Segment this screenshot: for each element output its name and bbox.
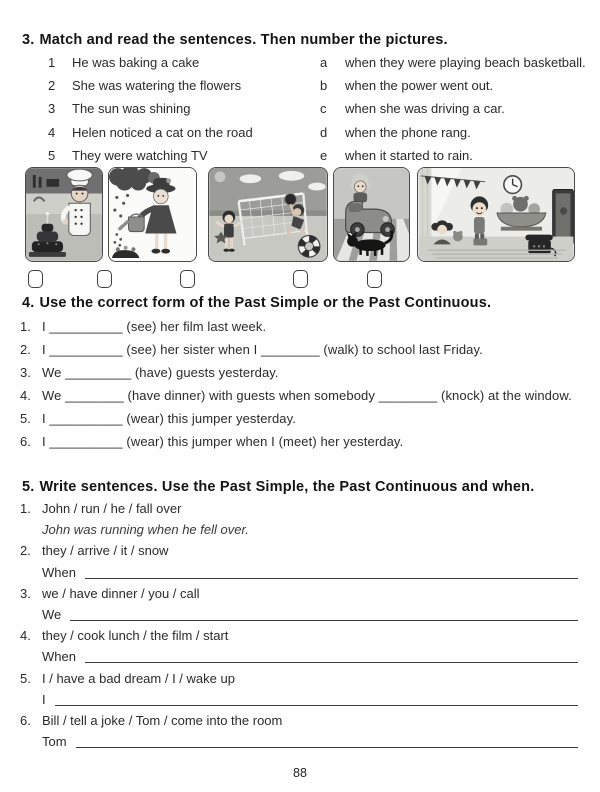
prompt-text: we / have dinner / you / call [42,585,200,601]
match-right-text: when it started to rain. [345,147,473,163]
match-number: 4 [48,124,56,140]
answer-prefix: When [42,564,76,580]
match-letter: a [320,55,328,71]
match-letter: d [320,124,328,140]
answer-row [42,692,578,708]
picture-living-room-tv [417,167,575,262]
match-list [48,51,594,167]
match-row [48,51,594,74]
item-number: 1. [20,319,31,334]
item-text: I __________ (see) her film last week. [42,319,267,334]
exercise-5-heading [22,479,586,495]
exercise-5-items [20,501,578,755]
match-number: 2 [48,78,56,94]
prompt-text: Bill / tell a joke / Tom / come into the room [42,712,283,728]
answer-prefix: We [42,606,62,622]
prompt-text: they / arrive / it / snow [42,543,169,559]
fill-in-item [20,364,578,381]
picture-number-box-2[interactable] [97,270,112,288]
answer-prefix: When [42,649,76,665]
picture-number-box-4[interactable] [293,270,308,288]
fill-in-item [20,410,578,427]
exercise-3-number: 3. [22,32,35,48]
match-number: 5 [48,147,56,163]
match-right-text: when the power went out. [345,78,494,94]
match-right-text: when she was driving a car. [345,101,505,117]
item-text: I __________ (wear) this jumper when I (meet) her yesterday. [42,434,404,449]
item-number: 6. [20,712,31,728]
answer-line[interactable] [85,565,578,579]
writing-prompt [20,671,578,687]
clock-icon [504,176,522,194]
match-letter: c [320,101,327,117]
exercise-4-heading [22,295,586,311]
answer-prefix: Tom [42,734,67,750]
writing-prompt [20,713,578,729]
answer-line[interactable] [70,607,578,621]
item-number: 3. [20,585,31,601]
item-text: We _________ (have) guests yesterday. [42,365,279,380]
item-text: We ________ (have dinner) with guests when somebody ________ (knock) at the window. [42,388,572,403]
item-number: 4. [20,628,31,644]
exercise-5-title: Write sentences. Use the Past Simple, the Past Continuous and when. [39,479,535,495]
exercise-5-number: 5. [22,479,35,495]
match-left-text: The sun was shining [72,101,191,117]
picture-number-box-3[interactable] [180,270,195,288]
match-letter: b [320,78,328,94]
prompt-text: I / have a bad dream / I / wake up [42,670,235,686]
picture-baking-cake [25,167,103,262]
match-number: 3 [48,101,56,117]
picture-beach-ball [208,167,328,262]
picture-number-box-1[interactable] [28,270,43,288]
prompt-text: John / run / he / fall over [42,501,182,516]
writing-prompt [20,543,578,559]
item-text: I __________ (wear) this jumper yesterday. [42,411,296,426]
answer-line[interactable] [76,734,578,748]
match-left-text: Helen noticed a cat on the road [72,124,253,140]
writing-prompt [20,501,578,517]
answer-row [42,607,578,623]
match-row [48,144,594,167]
lifebuoy-icon [298,236,320,258]
match-number: 1 [48,55,56,71]
match-right-text: when they were playing beach basketball. [345,55,586,71]
item-number: 6. [20,434,31,449]
sun-icon [215,171,226,182]
fill-in-item [20,318,578,335]
picture-driving-car [333,167,410,262]
fill-in-item [20,433,578,450]
writing-prompt [20,586,578,602]
answer-line[interactable] [55,692,578,706]
item-number: 2. [20,342,31,357]
match-letter: e [320,147,328,163]
match-left-text: He was baking a cake [72,55,200,71]
picture-watering-flowers [108,167,197,262]
item-text: I __________ (see) her sister when I ________ (walk) to school last Friday. [42,342,483,357]
match-row [48,121,594,144]
match-right-text: when the phone rang. [345,124,471,140]
match-left-text: She was watering the flowers [72,78,242,94]
item-number: 2. [20,543,31,559]
answer-row [42,734,578,750]
item-number: 4. [20,388,31,403]
example-answer: John was running when he fell over. [42,522,249,538]
exercise-4-items [20,318,578,456]
exercise-4-number: 4. [22,295,35,311]
answer-line[interactable] [85,649,578,663]
picture-number-box-5[interactable] [367,270,382,288]
example-answer-row [42,522,578,538]
answer-row [42,565,578,581]
item-number: 1. [20,501,31,516]
answer-row [42,649,578,665]
writing-prompt [20,628,578,644]
answer-prefix: I [42,691,46,707]
item-number: 5. [20,411,31,426]
match-left-text: They were watching TV [72,147,208,163]
exercise-4-title: Use the correct form of the Past Simple or the Past Continuous. [39,295,492,311]
match-row [48,74,594,97]
page-number: 88 [293,766,307,780]
exercise-3-title: Match and read the sentences. Then number the pictures. [39,32,448,48]
fill-in-item [20,341,578,358]
prompt-text: they / cook lunch / the film / start [42,628,229,644]
item-number: 5. [20,670,31,686]
fill-in-item [20,387,578,404]
item-number: 3. [20,365,31,380]
exercise-3-heading [22,32,586,48]
tv-icon [553,190,574,245]
match-row [48,97,594,120]
